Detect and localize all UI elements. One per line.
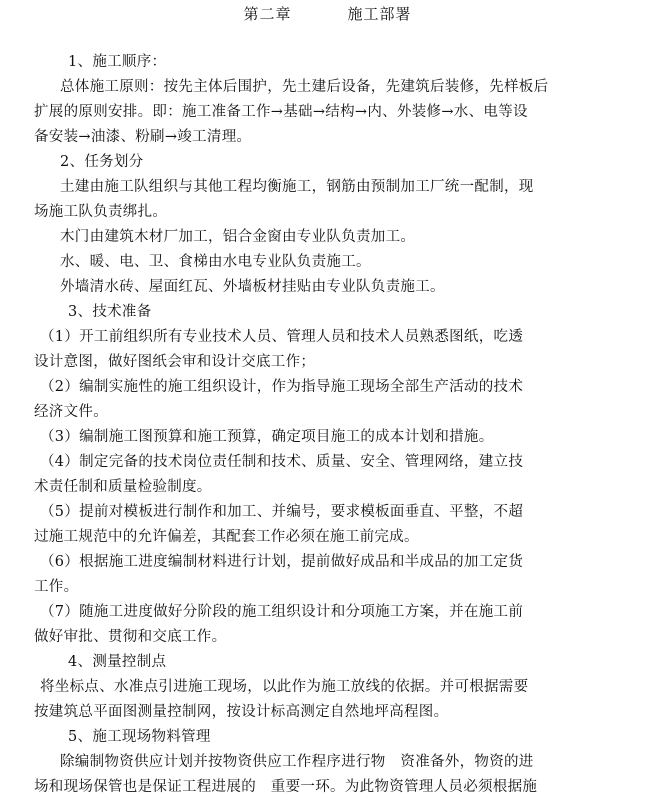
text-line: 外墙清水砖、屋面红瓦、外墙板材挂贴由专业队负责施工。 [60, 279, 445, 295]
text-line: 场施工队负责绑扎。 [34, 204, 168, 220]
text-line: （1）开工前组织所有专业技术人员、管理人员和技术人员熟悉图纸，吃透 [40, 329, 524, 345]
text-line: 扩展的原则安排。即：施工准备工作→基础→结构→内、外装修→水、电等设 [34, 104, 528, 120]
section-heading: 2、任务划分 [60, 154, 144, 170]
text-line: 工作。 [34, 579, 79, 595]
text-line: （5）提前对模板进行制作和加工、并编号，要求模板面垂直、平整，不超 [40, 504, 524, 520]
text-line: （2）编制实施性的施工组织设计，作为指导施工现场全部生产活动的技术 [40, 379, 524, 395]
text-line: 木门由建筑木材厂加工，铝合金窗由专业队负责加工。 [60, 229, 416, 245]
text-line: （3）编制施工图预算和施工预算，确定项目施工的成本计划和措施。 [40, 429, 494, 445]
section-heading: 1、施工顺序： [68, 54, 167, 70]
text-line: （6）根据施工进度编制材料进行计划，提前做好成品和半成品的加工定货 [40, 554, 524, 570]
text-line: 过施工规范中的允许偏差，其配套工作必须在施工前完成。 [34, 529, 419, 545]
chapter-title [0, 4, 655, 24]
section-heading: 4、测量控制点 [68, 654, 167, 670]
text-line: 备安装→油漆、粉刷→竣工清理。 [34, 129, 252, 145]
text-line: 土建由施工队组织与其他工程均衡施工，钢筋由预制加工厂统一配制，现 [60, 179, 534, 195]
section-heading: 5、施工现场物料管理 [68, 729, 211, 745]
text-line: 设计意图，做好图纸会审和设计交底工作； [34, 354, 316, 370]
text-line: 做好审批、贯彻和交底工作。 [34, 629, 227, 645]
section-heading: 3、技术准备 [68, 304, 152, 320]
text-line: 术责任制和质量检验制度。 [34, 479, 212, 495]
text-line: 按建筑总平面图测量控制网，按设计标高测定自然地坪高程图。 [34, 704, 449, 720]
text-line: 场和现场保管也是保证工程进展的 重要一环。为此物资管理人员必须根据施 [34, 779, 538, 795]
text-line: 总体施工原则：按先主体后围护，先土建后设备，先建筑后装修，先样板后 [60, 79, 549, 95]
chapter-number: 第二章 [243, 5, 292, 23]
text-line: 经济文件。 [34, 404, 108, 420]
text-line: 除编制物资供应计划并按物资供应工作程序进行物 资准备外，物资的进 [60, 754, 534, 770]
text-line: 水、暖、电、卫、食梯由水电专业队负责施工。 [60, 254, 371, 270]
text-line: （4）制定完备的技术岗位责任制和技术、质量、安全、管理网络，建立技 [40, 454, 524, 470]
text-line: （7）随施工进度做好分阶段的施工组织设计和分项施工方案，并在施工前 [40, 604, 524, 620]
chapter-name: 施工部署 [347, 5, 412, 23]
text-line: 将坐标点、水准点引进施工现场，以此作为施工放线的依据。并可根据需要 [40, 679, 529, 695]
